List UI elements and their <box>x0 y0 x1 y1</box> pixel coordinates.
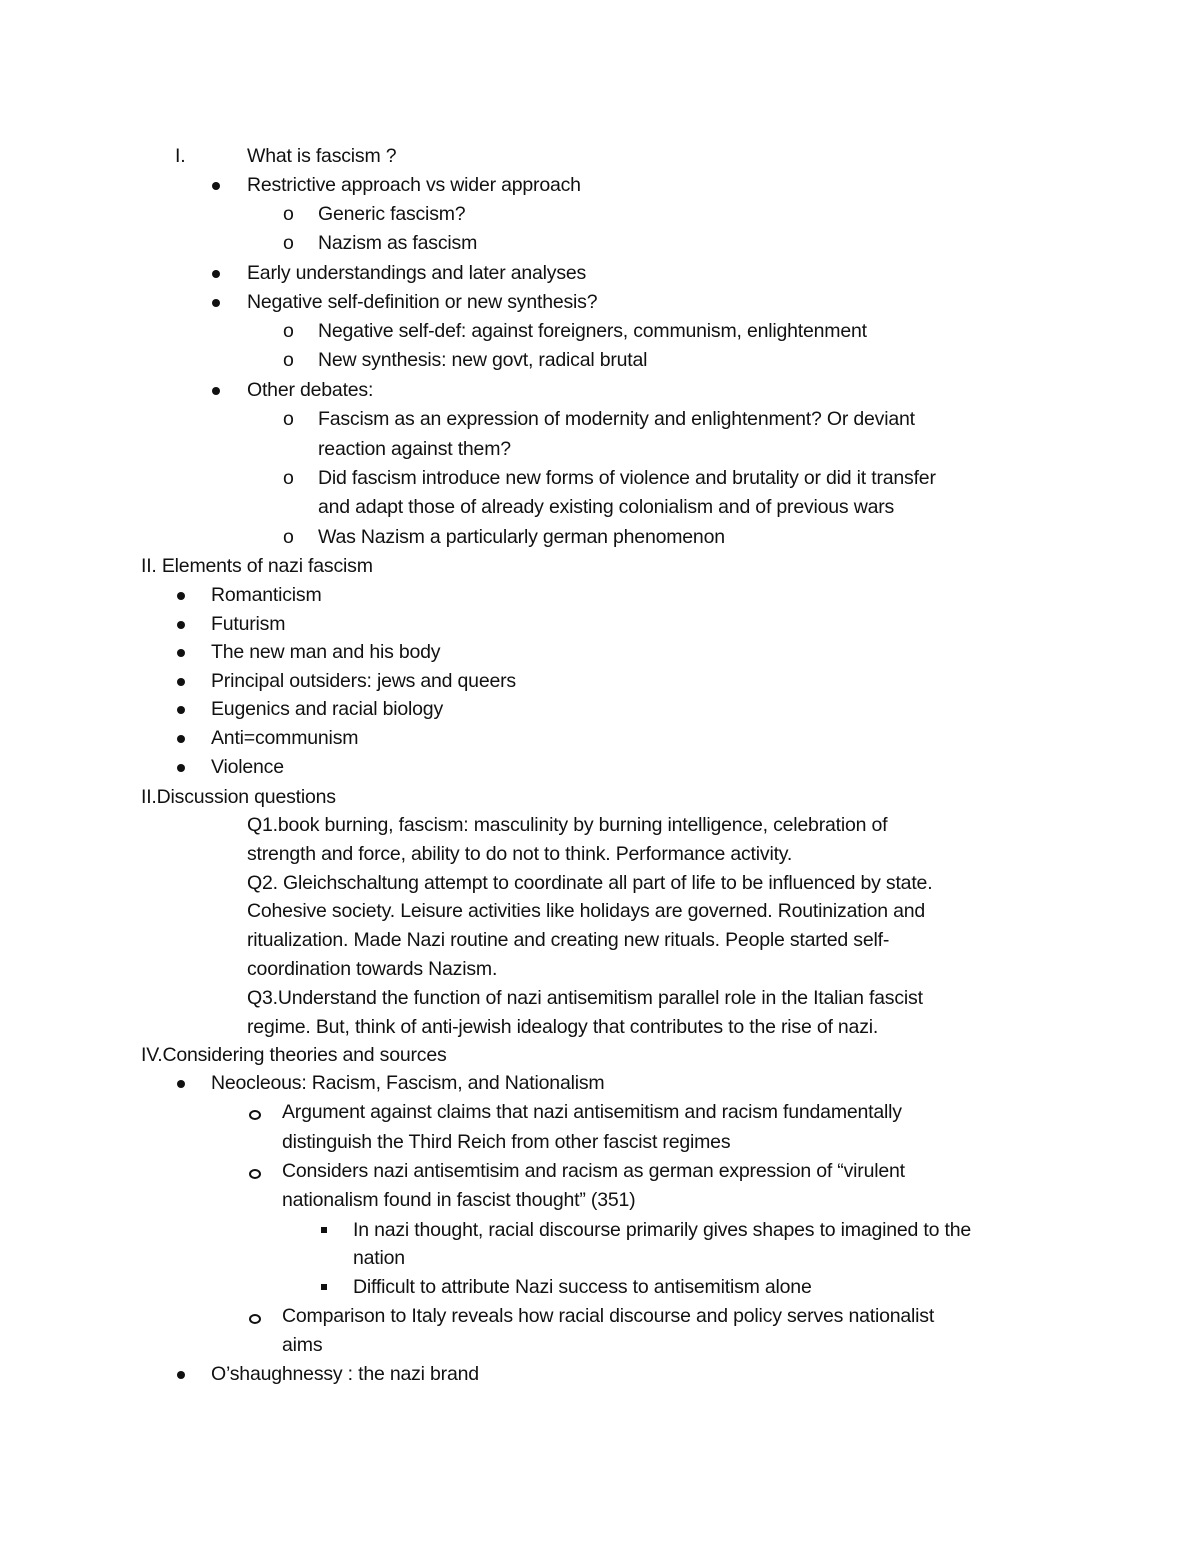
section-1-numeral: I. <box>175 145 186 167</box>
section-2-heading: II. Elements of nazi fascism <box>141 555 373 577</box>
list-item-text: Neocleous: Racism, Fascism, and Nationalism <box>211 1072 605 1094</box>
section-4-heading: IV.Considering theories and sources <box>141 1044 447 1066</box>
bullet-icon <box>177 1080 185 1088</box>
list-item-text: Generic fascism? <box>318 203 466 225</box>
discussion-text: Q2. Gleichschaltung attempt to coordinate all part of life to be influenced by state. <box>247 871 933 894</box>
list-item-text: Argument against claims that nazi antisemitism and racism fundamentally <box>282 1101 902 1123</box>
list-item-text: and adapt those of already existing colonialism and of previous wars <box>318 496 895 518</box>
list-item-text: distinguish the Third Reich from other fascist regimes <box>282 1131 731 1153</box>
list-item-text: Violence <box>211 755 284 778</box>
list-item-text: nation <box>353 1247 405 1269</box>
section-3-heading: II.Discussion questions <box>141 786 336 808</box>
section-1-heading: What is fascism ? <box>247 145 397 167</box>
bullet-icon <box>177 706 185 714</box>
bullet-icon <box>177 678 185 686</box>
discussion-text: strength and force, ability to do not to think. Performance activity. <box>247 842 793 865</box>
list-item-text: Principal outsiders: jews and queers <box>211 669 516 692</box>
circle-bullet-icon: o <box>283 232 294 254</box>
bullet-icon <box>177 764 185 772</box>
list-item-text: Negative self-definition or new synthesis? <box>247 291 598 313</box>
square-bullet-icon <box>321 1284 327 1290</box>
discussion-text: Cohesive society. Leisure activities like holidays are governed. Routinization and <box>247 900 926 923</box>
bullet-icon <box>177 649 185 657</box>
circle-bullet-icon <box>249 1169 261 1179</box>
list-item-text: Nazism as fascism <box>318 232 478 254</box>
circle-bullet-icon <box>249 1110 261 1120</box>
list-item-text: O’shaughnessy : the nazi brand <box>211 1363 479 1385</box>
circle-bullet-icon: o <box>283 349 294 371</box>
list-item-text: aims <box>282 1334 323 1356</box>
list-item-text: Other debates: <box>247 379 374 401</box>
bullet-icon <box>177 735 185 743</box>
list-item-text: Romanticism <box>211 584 322 606</box>
bullet-icon <box>177 1371 185 1379</box>
list-item-text: Considers nazi antisemtisim and racism as german expression of “virulent <box>282 1160 905 1182</box>
list-item-text: Futurism <box>211 612 286 635</box>
discussion-text: regime. But, think of anti-jewish idealogy that contributes to the rise of nazi. <box>247 1015 879 1038</box>
list-item-text: Eugenics and racial biology <box>211 698 443 721</box>
bullet-icon <box>212 270 220 278</box>
list-item-text: Difficult to attribute Nazi success to antisemitism alone <box>353 1276 812 1298</box>
bullet-icon <box>212 299 220 307</box>
circle-bullet-icon: o <box>283 467 294 489</box>
list-item-text: In nazi thought, racial discourse primarily gives shapes to imagined to the <box>353 1219 971 1241</box>
list-item-text: The new man and his body <box>211 641 441 664</box>
discussion-text: Q3.Understand the function of nazi antisemitism parallel role in the Italian fascist <box>247 986 923 1009</box>
circle-bullet-icon: o <box>283 203 294 225</box>
list-item-text: New synthesis: new govt, radical brutal <box>318 349 648 371</box>
circle-bullet-icon <box>249 1314 261 1324</box>
list-item-text: reaction against them? <box>318 438 511 460</box>
discussion-text: ritualization. Made Nazi routine and creating new rituals. People started self- <box>247 929 890 952</box>
list-item-text: Anti=communism <box>211 727 359 749</box>
bullet-icon <box>212 387 220 395</box>
discussion-text: Q1.book burning, fascism: masculinity by burning intelligence, celebration of <box>247 814 888 836</box>
list-item-text: Did fascism introduce new forms of violence and brutality or did it transfer <box>318 467 936 489</box>
bullet-icon <box>177 592 185 600</box>
discussion-text: coordination towards Nazism. <box>247 958 498 980</box>
list-item-text: Fascism as an expression of modernity and enlightenment? Or deviant <box>318 408 915 430</box>
list-item-text: Was Nazism a particularly german phenomenon <box>318 526 725 548</box>
list-item-text: Restrictive approach vs wider approach <box>247 174 581 196</box>
list-item-text: Comparison to Italy reveals how racial discourse and policy serves nationalist <box>282 1305 935 1327</box>
circle-bullet-icon: o <box>283 320 294 342</box>
list-item-text: nationalism found in fascist thought” (351) <box>282 1189 636 1211</box>
list-item-text: Early understandings and later analyses <box>247 262 587 284</box>
circle-bullet-icon: o <box>283 408 294 430</box>
list-item-text: Negative self-def: against foreigners, communism, enlightenment <box>318 320 867 342</box>
circle-bullet-icon: o <box>283 526 294 548</box>
square-bullet-icon <box>321 1227 327 1233</box>
bullet-icon <box>177 621 185 629</box>
bullet-icon <box>212 182 220 190</box>
